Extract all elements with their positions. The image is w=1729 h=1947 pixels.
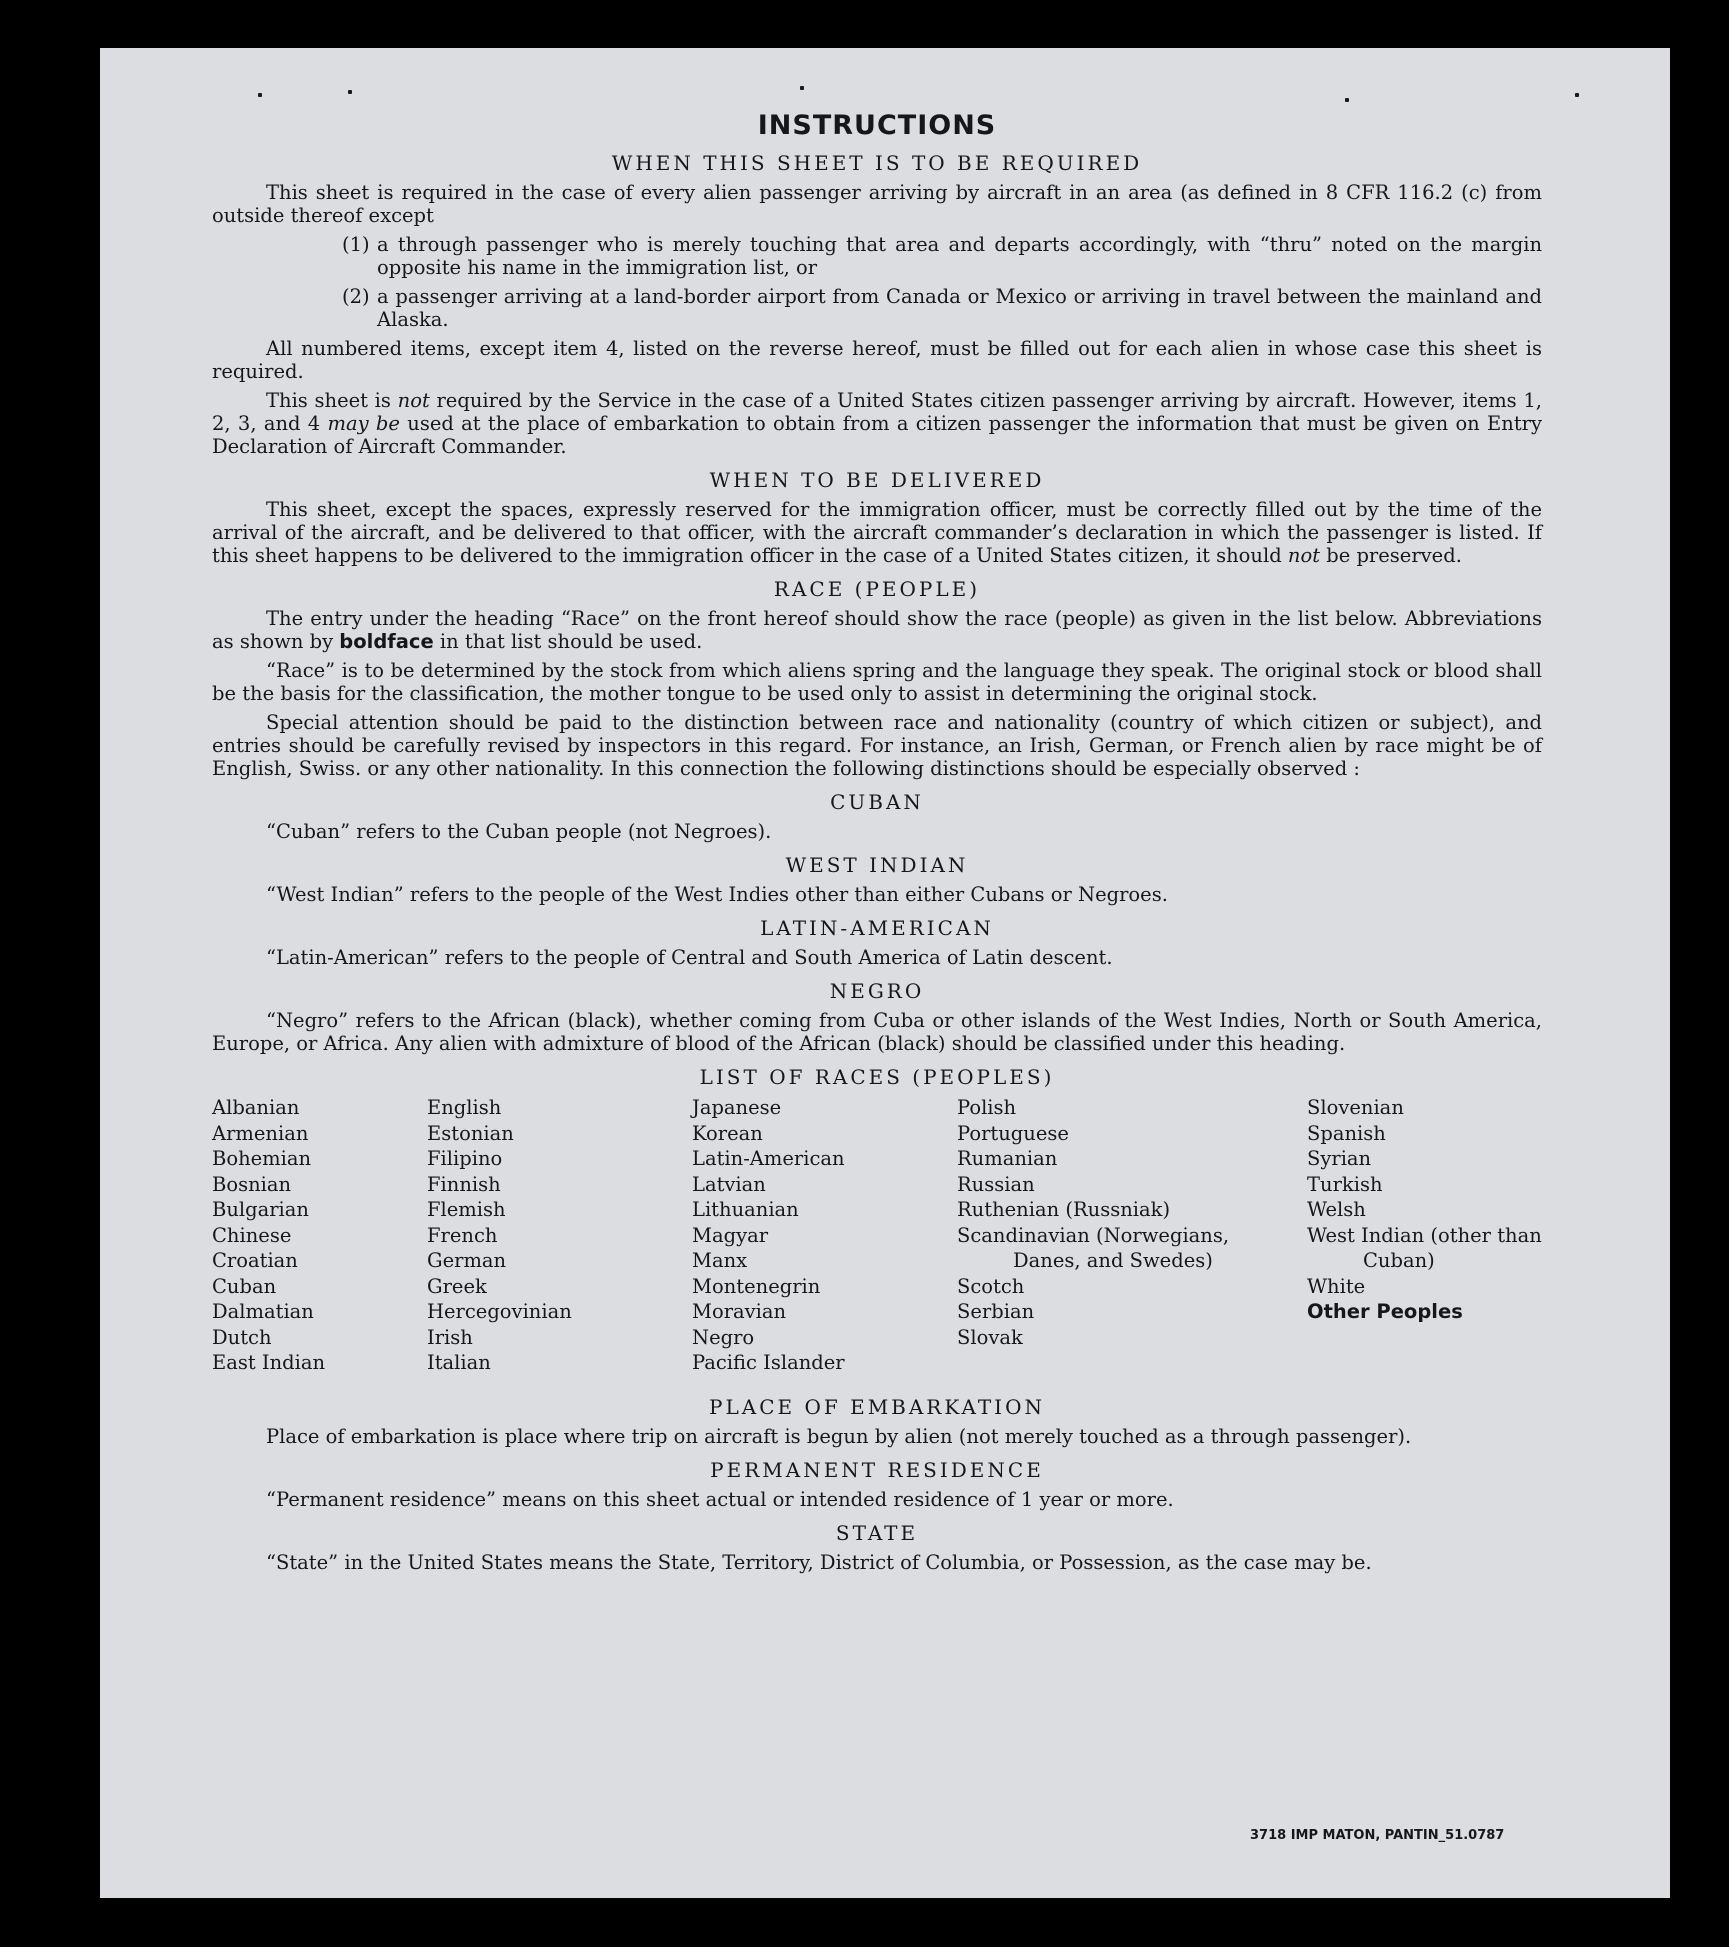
race-item: West Indian (other than Cuban) — [1307, 1223, 1542, 1272]
race-item: Finnish — [427, 1172, 501, 1196]
embarkation-text: Place of embarkation is place where trip on aircraft is begun by alien (not merely touched as a through passenger). — [266, 1425, 1412, 1448]
state-text: “State” in the United States means the State, Territory, District of Columbia, or Possession, as the case may be. — [266, 1551, 1372, 1574]
emphasis: not — [1287, 544, 1321, 567]
item-text: a through passenger who is merely touching that area and departs accordingly, with “thru” noted on the margin opposite his name in the immigration list, or — [377, 233, 1542, 279]
race-column-4 — [957, 1095, 1267, 1350]
section-heading-negro: NEGRO — [829, 979, 925, 1003]
residence-text: “Permanent residence” means on this sheet actual or intended residence of 1 year or more. — [266, 1488, 1174, 1511]
delivered-paragraph — [212, 498, 1542, 567]
race-list — [212, 1095, 1542, 1385]
race-column-1 — [212, 1095, 412, 1376]
numbered-items-paragraph: All numbered items, except item 4, listed on the reverse hereof, must be filled out for each alien in whose case this sheet is required. — [212, 337, 1542, 383]
text-run: This sheet, except the spaces, expressly reserved for the immigration officer, must be correctly filled out by the time of the arrival of the aircraft, and be delivered to that officer, with the aircraft commander’s declaration in which the passenger is listed. If this sheet happens to be delivered to the immigration officer in the case of a United States citizen, it should — [212, 498, 1542, 567]
race-item: Ruthenian (Russniak) — [957, 1198, 1171, 1221]
race-item: Russian — [957, 1172, 1035, 1196]
race-item: Welsh — [1307, 1198, 1366, 1221]
race-item: Portuguese — [957, 1121, 1069, 1145]
race-item: Hercegovinian — [427, 1300, 572, 1323]
race-paragraph-1 — [212, 607, 1542, 653]
west-indian-text: “West Indian” refers to the people of the West Indies other than either Cubans or Negroes. — [266, 883, 1168, 906]
race-item: Latvian — [692, 1172, 766, 1196]
section-heading-delivered: WHEN TO BE DELIVERED — [709, 468, 1045, 492]
section-heading-required: WHEN THIS SHEET IS TO BE REQUIRED — [611, 151, 1143, 175]
race-item: Irish — [427, 1325, 473, 1349]
race-item: Lithuanian — [692, 1198, 799, 1221]
race-item: English — [427, 1096, 502, 1119]
race-item: Filipino — [427, 1147, 503, 1170]
race-item: Magyar — [692, 1223, 769, 1247]
document-sheet — [100, 48, 1670, 1898]
text-run: in that list should be used. — [433, 630, 703, 653]
race-paragraph-3: Special attention should be paid to the distinction between race and nationality (country of which citizen or subject), and entries should be carefully revised by inspectors in this regard. For instance, an Irish, German, or French alien by race might be of English, Swiss. or any other nationality. In this connection the following distinctions should be especially observed : — [212, 711, 1542, 780]
race-item: Japanese — [692, 1096, 782, 1119]
race-item: Croatian — [212, 1249, 298, 1272]
race-item: Moravian — [692, 1300, 787, 1323]
race-item: Flemish — [427, 1198, 506, 1221]
required-paragraph: This sheet is required in the case of every alien passenger arriving by aircraft in an area (as defined in 8 CFR 116.2 (c) from outside thereof except — [212, 181, 1542, 227]
race-item: Bohemian — [212, 1147, 312, 1170]
item-text: a passenger arriving at a land-border airport from Canada or Mexico or arriving in travel between the mainland and Alaska. — [377, 285, 1542, 331]
instructions-content — [212, 110, 1542, 1580]
race-item: Spanish — [1307, 1121, 1386, 1145]
section-heading-residence: PERMANENT RESIDENCE — [710, 1458, 1044, 1482]
speck — [348, 90, 352, 94]
race-item: Latin-American — [692, 1147, 845, 1170]
race-item: French — [427, 1223, 498, 1247]
race-item: Slovak — [957, 1325, 1023, 1349]
citizen-paragraph — [212, 389, 1542, 458]
race-item: Bulgarian — [212, 1198, 309, 1221]
page-title: INSTRUCTIONS — [757, 110, 997, 141]
race-item: Manx — [692, 1249, 748, 1272]
race-item: Greek — [427, 1274, 487, 1298]
race-item: Other Peoples — [1307, 1300, 1463, 1323]
negro-text: “Negro” refers to the African (black), whether coming from Cuba or other islands of the West Indies, North or South America, Europe, or Africa. Any alien with admixture of blood of the African (black) should be classified under this heading. — [212, 1009, 1542, 1055]
race-item: Cuban — [212, 1274, 277, 1298]
section-heading-west-indian: WEST INDIAN — [785, 853, 969, 877]
speck — [1575, 93, 1579, 97]
text-run: required by the Service in the case of a United States citizen passenger arriving by aircraft. However, items 1, 2, 3, and 4 — [212, 389, 1542, 435]
race-item: Slovenian — [1307, 1096, 1404, 1119]
cuban-text: “Cuban” refers to the Cuban people (not Negroes). — [266, 820, 772, 843]
emphasis: may be — [327, 412, 400, 435]
exception-item-2 — [212, 285, 1542, 331]
race-item: Rumanian — [957, 1147, 1058, 1170]
section-heading-latin-american: LATIN-AMERICAN — [760, 916, 994, 940]
speck — [800, 86, 804, 90]
speck — [1345, 98, 1349, 102]
text-run: This sheet is — [266, 389, 398, 412]
section-heading-cuban: CUBAN — [830, 790, 924, 814]
speck — [258, 93, 262, 97]
item-number: (1) — [342, 233, 370, 256]
printer-imprint: 3718 IMP MATON, PANTIN_51.0787 — [1250, 1828, 1505, 1843]
race-item: Bosnian — [212, 1172, 292, 1196]
exception-item-1 — [212, 233, 1542, 279]
section-heading-race-list: LIST OF RACES (PEOPLES) — [699, 1065, 1055, 1089]
race-item: Polish — [957, 1096, 1017, 1119]
race-item: Dalmatian — [212, 1300, 314, 1323]
race-item: Turkish — [1307, 1172, 1383, 1196]
boldface-word: boldface — [339, 630, 434, 653]
text-run: be preserved. — [1320, 544, 1462, 567]
race-item: Estonian — [427, 1121, 514, 1145]
race-item: Montenegrin — [692, 1274, 821, 1298]
race-item: Albanian — [212, 1096, 300, 1119]
text-run: The entry under the heading “Race” on the front hereof should show the race (people) as given in the list below. Abbreviations as shown by — [212, 607, 1542, 653]
race-item: Dutch — [212, 1325, 272, 1349]
race-item: Scotch — [957, 1274, 1025, 1298]
race-item: Armenian — [212, 1121, 309, 1145]
race-item: East Indian — [212, 1351, 326, 1374]
section-heading-state: STATE — [835, 1521, 919, 1545]
race-item: Pacific Islander — [692, 1351, 845, 1374]
emphasis: not — [397, 389, 430, 412]
race-column-3 — [692, 1095, 942, 1376]
race-item: Serbian — [957, 1300, 1035, 1323]
section-heading-race: RACE (PEOPLE) — [773, 577, 981, 601]
race-paragraph-2: “Race” is to be determined by the stock from which aliens spring and the language they speak. The original stock or blood shall be the basis for the classification, the mother tongue to be used only to assist in determining the original stock. — [212, 659, 1542, 705]
race-item: White — [1307, 1274, 1366, 1298]
race-item: Chinese — [212, 1223, 292, 1247]
race-item: German — [427, 1249, 507, 1272]
race-item: Italian — [427, 1351, 491, 1374]
race-item: Korean — [692, 1121, 763, 1145]
race-column-5 — [1307, 1095, 1547, 1325]
race-column-2 — [427, 1095, 667, 1376]
section-heading-embarkation: PLACE OF EMBARKATION — [709, 1395, 1045, 1419]
item-number: (2) — [342, 285, 370, 308]
text-run: used at the place of embarkation to obtain from a citizen passenger the information that must be given on Entry Declaration of Aircraft Commander. — [212, 412, 1543, 458]
race-item: Negro — [692, 1325, 755, 1349]
latin-american-text: “Latin-American” refers to the people of Central and South America of Latin descent. — [266, 946, 1113, 969]
race-item: Scandinavian (Norwegians, Danes, and Swedes) — [957, 1223, 1230, 1272]
race-item: Syrian — [1307, 1147, 1372, 1170]
